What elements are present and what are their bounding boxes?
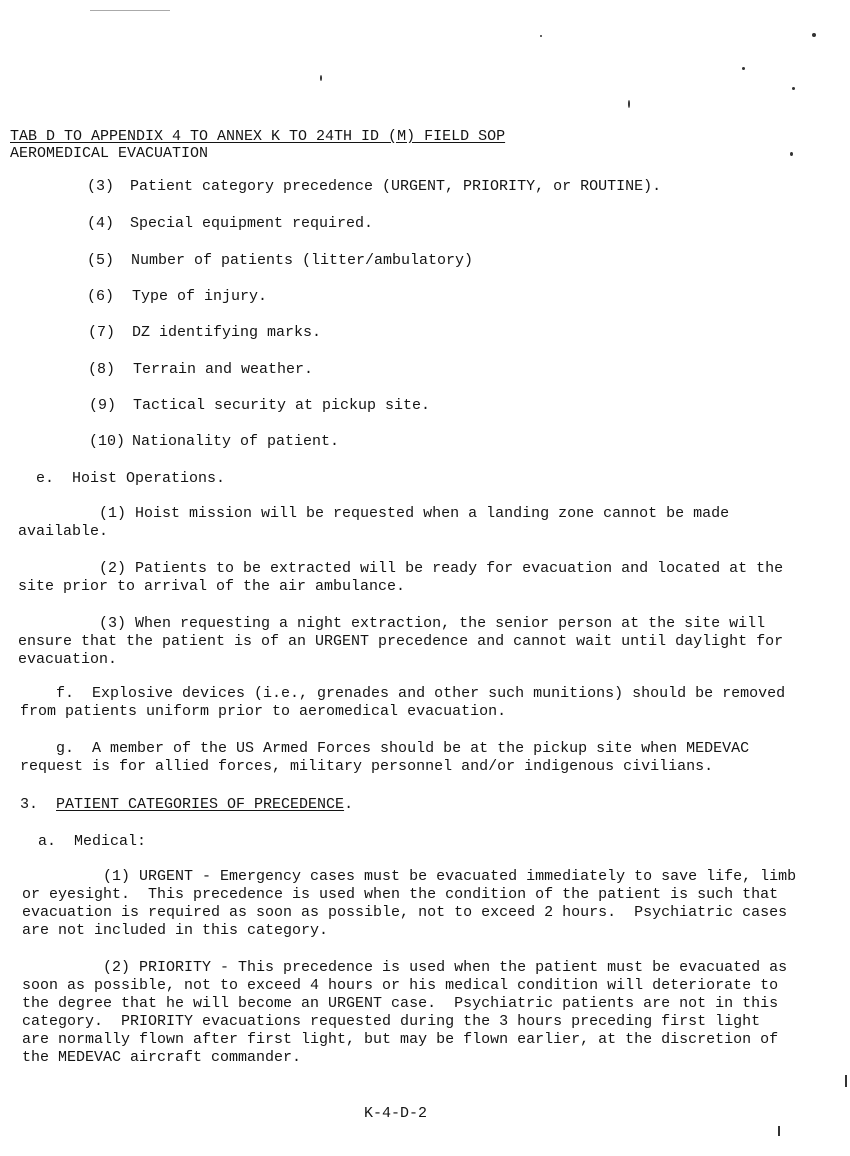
list-item: Patient category precedence (URGENT, PRIORITY, or ROUTINE). <box>130 178 662 195</box>
section-e-heading: e. Hoist Operations. <box>36 470 226 487</box>
page-number: K-4-D-2 <box>364 1105 428 1122</box>
scan-speck <box>628 100 630 108</box>
scan-speck <box>742 67 745 70</box>
scan-speck <box>845 1075 847 1087</box>
list-item-number: (4) <box>87 215 115 232</box>
scan-speck <box>790 152 793 156</box>
scan-speck <box>778 1126 780 1136</box>
paragraph: (3) When requesting a night extraction, the senior person at the site will ensure that the patient is of an URGENT precedence and cannot wait until daylight for evacuation. <box>18 615 784 668</box>
list-item: DZ identifying marks. <box>132 324 322 341</box>
document-title: TAB D TO APPENDIX 4 TO ANNEX K TO 24TH ID (M) FIELD SOP <box>10 128 506 145</box>
list-item-number: (8) <box>88 361 116 378</box>
scan-speck <box>792 87 795 90</box>
paragraph: (1) Hoist mission will be requested when a landing zone cannot be made available. <box>18 505 730 540</box>
section-3-heading <box>20 796 353 814</box>
list-item: Nationality of patient. <box>132 433 340 450</box>
scan-speck <box>540 35 542 37</box>
section-g-paragraph: g. A member of the US Armed Forces should be at the pickup site when MEDEVAC request is for allied forces, military personnel and/or indigenous civilians. <box>20 740 750 775</box>
list-item-number: (7) <box>88 324 116 341</box>
list-item-number: (9) <box>89 397 117 414</box>
paragraph: (2) Patients to be extracted will be ready for evacuation and located at the site prior to arrival of the air ambulance. <box>18 560 784 595</box>
section-number: 3. <box>20 796 57 813</box>
scan-speck <box>320 75 322 81</box>
urgent-paragraph: (1) URGENT - Emergency cases must be evacuated immediately to save life, limb or eyesight. This precedence is used when the condition of the patient is such that evacuation is required as soon as possible, not to exceed 2 hours. Psychiatric cases are not included in this category. <box>22 868 797 939</box>
scan-artifact-line <box>90 10 170 11</box>
section-3a-heading: a. Medical: <box>38 833 147 850</box>
list-item: Terrain and weather. <box>133 361 314 378</box>
list-item: Type of injury. <box>132 288 268 305</box>
list-item: Number of patients (litter/ambulatory) <box>131 252 474 269</box>
list-item-number: (5) <box>87 252 115 269</box>
list-item-number: (3) <box>87 178 115 195</box>
section-title-period: . <box>344 796 354 813</box>
section-f-paragraph: f. Explosive devices (i.e., grenades and other such munitions) should be removed from patients uniform prior to aeromedical evacuation. <box>20 685 786 720</box>
document-subtitle: AEROMEDICAL EVACUATION <box>10 145 209 162</box>
list-item: Tactical security at pickup site. <box>133 397 431 414</box>
scan-speck <box>812 33 816 37</box>
section-title: PATIENT CATEGORIES OF PRECEDENCE <box>56 796 345 813</box>
list-item: Special equipment required. <box>130 215 374 232</box>
list-item-number: (6) <box>87 288 115 305</box>
priority-paragraph: (2) PRIORITY - This precedence is used when the patient must be evacuated as soon as possible, not to exceed 4 hours or his medical condition will deteriorate to the degree that he will become an URGENT case. Psychiatric patients are not in this category. PRIORITY evacuations requested during the 3 hours preceding first light are normally flown after first light, but may be flown earlier, at the discretion of the MEDEVAC aircraft commander. <box>22 959 788 1066</box>
list-item-number: (10) <box>89 433 126 450</box>
